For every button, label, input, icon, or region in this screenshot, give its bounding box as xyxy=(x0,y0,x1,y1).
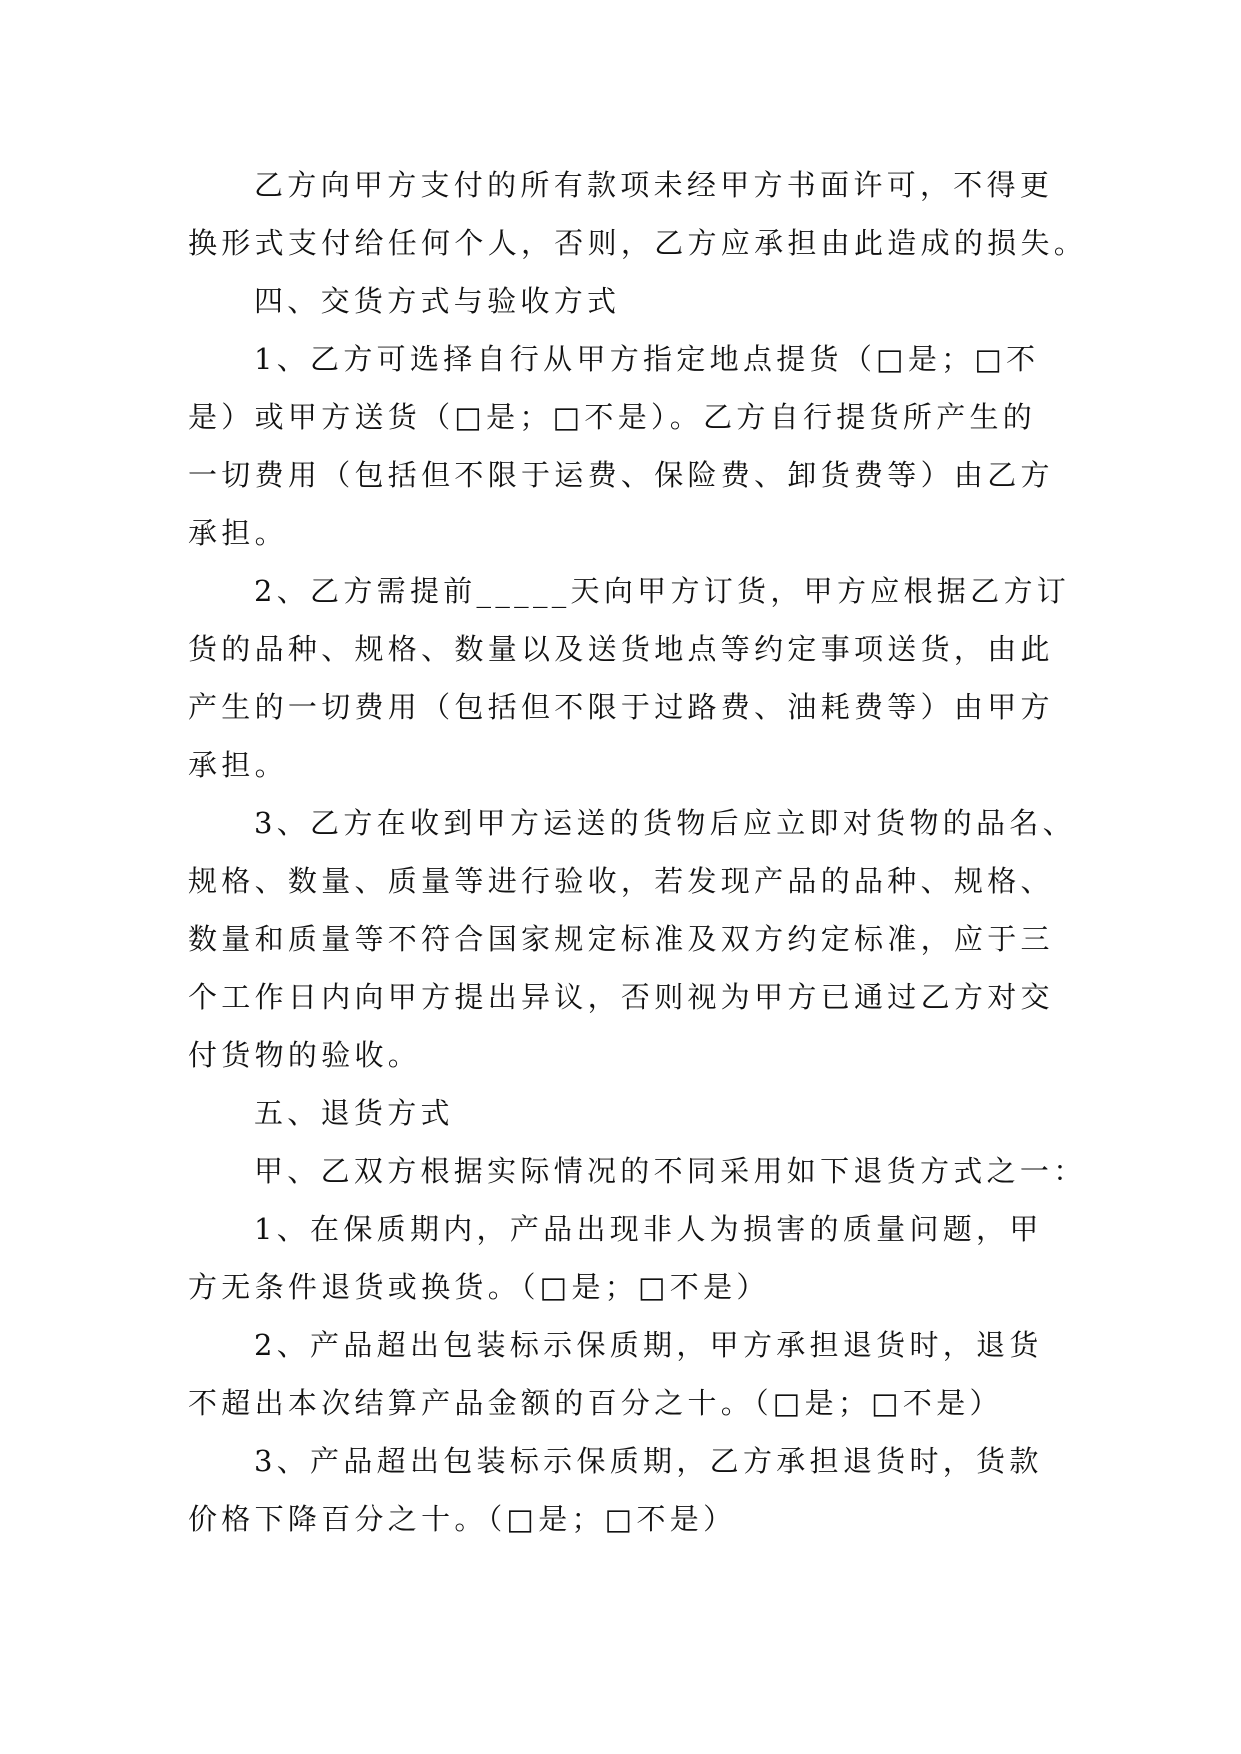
clause-returns-3 xyxy=(188,1432,1088,1548)
paragraph-line: 规格、数量、质量等进行验收，若发现产品的品种、规格、 xyxy=(188,864,1054,898)
paragraph-line: 是）或甲方送货（□是；□不是）。乙方自行提货所产生的 xyxy=(188,400,1037,434)
clause-delivery-1 xyxy=(188,330,1088,562)
paragraph-line: 乙方向甲方支付的所有款项未经甲方书面许可，不得更 xyxy=(254,168,1054,202)
paragraph-line: 3、乙方在收到甲方运送的货物后应立即对货物的品名、 xyxy=(254,806,1076,840)
paragraph-line: 数量和质量等不符合国家规定标准及双方约定标准，应于三 xyxy=(188,922,1054,956)
section-heading: 四、交货方式与验收方式 xyxy=(254,284,621,318)
paragraph-line: 不超出本次结算产品金额的百分之十。（□是；□不是） xyxy=(188,1386,1003,1420)
section-heading-returns xyxy=(188,1084,1088,1142)
paragraph-line: 货的品种、规格、数量以及送货地点等约定事项送货，由此 xyxy=(188,632,1054,666)
paragraph-line: 甲、乙双方根据实际情况的不同采用如下退货方式之一： xyxy=(254,1154,1087,1188)
paragraph-line: 3、产品超出包装标示保质期，乙方承担退货时，货款 xyxy=(254,1444,1043,1478)
clause-returns-2 xyxy=(188,1316,1088,1432)
clause-returns-1 xyxy=(188,1200,1088,1316)
paragraph-line: 个工作日内向甲方提出异议，否则视为甲方已通过乙方对交 xyxy=(188,980,1054,1014)
paragraph-line: 承担。 xyxy=(188,748,288,782)
paragraph-line: 付货物的验收。 xyxy=(188,1038,422,1072)
document-body xyxy=(188,156,1088,1548)
paragraph-returns-intro xyxy=(188,1142,1088,1200)
paragraph-line: 1、在保质期内，产品出现非人为损害的质量问题，甲 xyxy=(254,1212,1043,1246)
paragraph-line: 方无条件退货或换货。（□是；□不是） xyxy=(188,1270,770,1304)
paragraph-line: 2、乙方需提前_____天向甲方订货，甲方应根据乙方订 xyxy=(254,574,1071,608)
paragraph-line: 承担。 xyxy=(188,516,288,550)
paragraph-line: 产生的一切费用（包括但不限于过路费、油耗费等）由甲方 xyxy=(188,690,1054,724)
paragraph-line: 换形式支付给任何个人，否则，乙方应承担由此造成的损失。 xyxy=(188,226,1088,260)
paragraph-line: 1、乙方可选择自行从甲方指定地点提货（□是；□不 xyxy=(254,342,1040,376)
paragraph-payment-note xyxy=(188,156,1088,272)
section-heading-delivery xyxy=(188,272,1088,330)
clause-delivery-3 xyxy=(188,794,1088,1084)
paragraph-line: 价格下降百分之十。（□是；□不是） xyxy=(188,1502,737,1536)
clause-delivery-2 xyxy=(188,562,1088,794)
paragraph-line: 一切费用（包括但不限于运费、保险费、卸货费等）由乙方 xyxy=(188,458,1054,492)
section-heading: 五、退货方式 xyxy=(254,1096,454,1130)
paragraph-line: 2、产品超出包装标示保质期，甲方承担退货时，退货 xyxy=(254,1328,1043,1362)
